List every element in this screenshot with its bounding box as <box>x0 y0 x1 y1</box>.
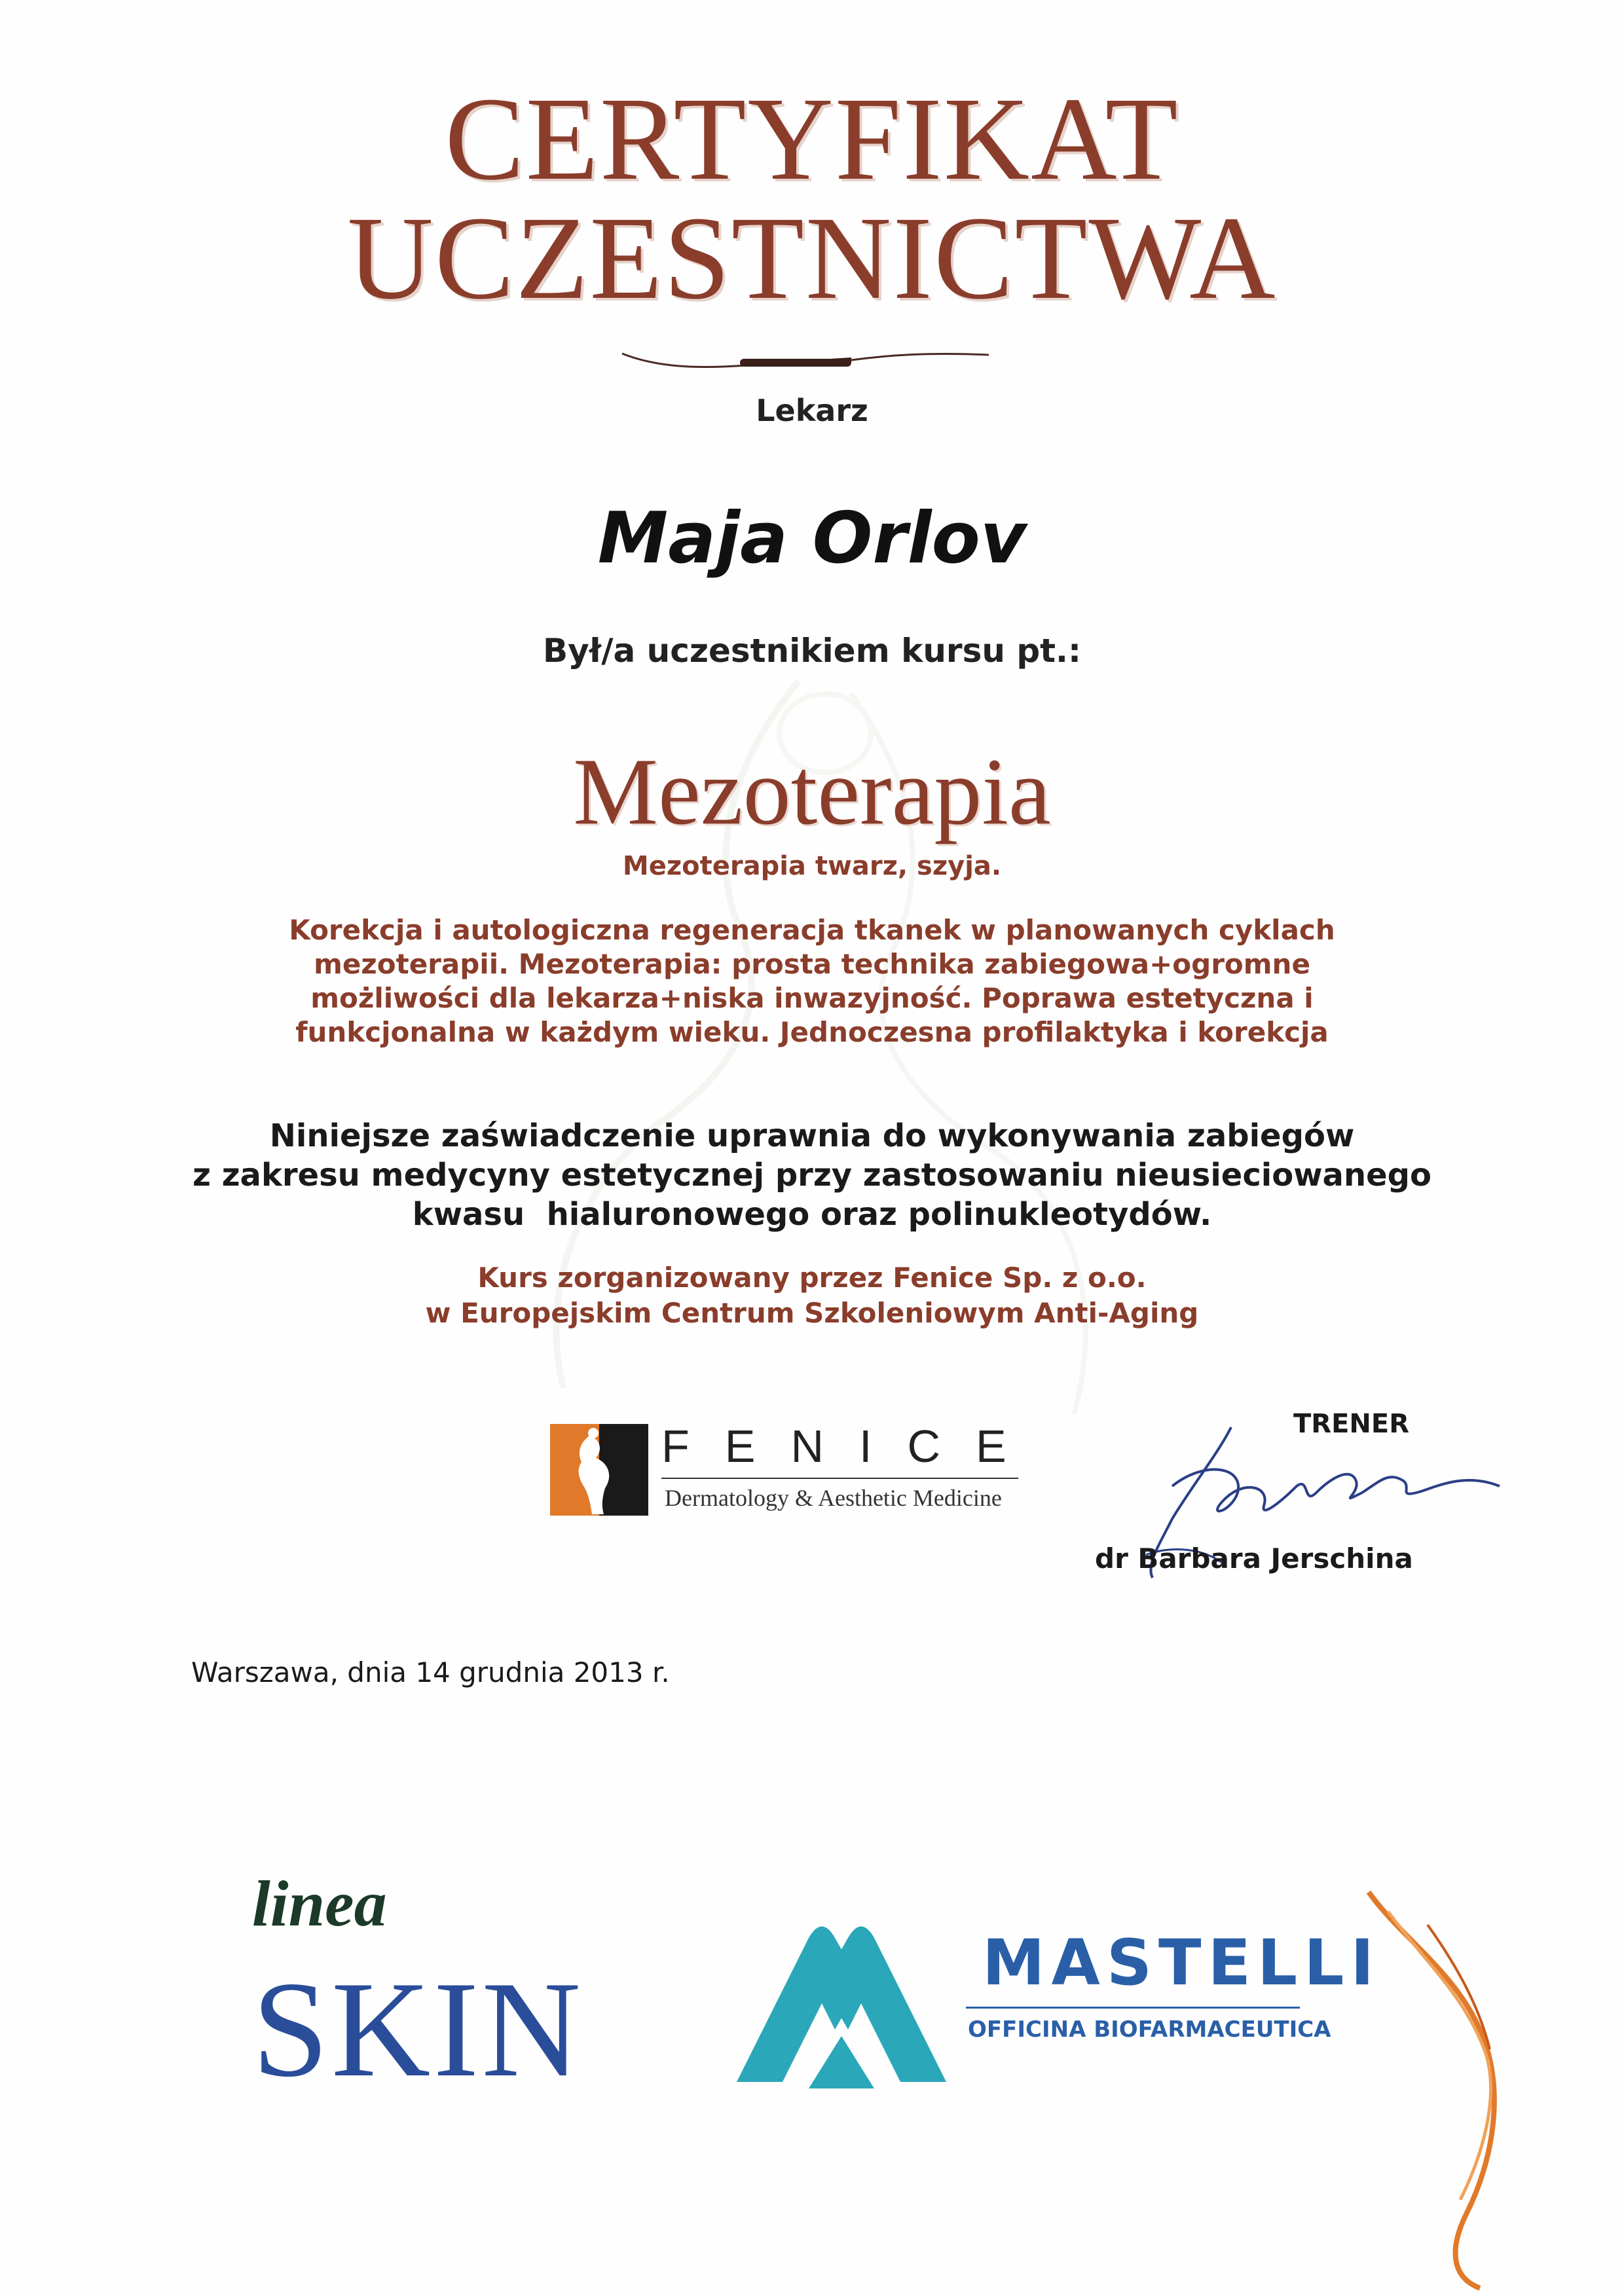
place-and-date: Warszawa, dnia 14 grudnia 2013 r. <box>191 1656 670 1688</box>
fenice-divider <box>661 1478 1018 1479</box>
trainer-label: TRENER <box>1293 1409 1410 1439</box>
mastelli-divider <box>966 2007 1300 2009</box>
fenice-wordmark: FENICE <box>661 1421 1042 1472</box>
mastelli-tagline: OFFICINA BIOFARMACEUTICA <box>968 2016 1331 2043</box>
skin-logo: SKIN <box>252 1954 584 2105</box>
mastelli-wordmark: MASTELLI <box>982 1926 1381 1999</box>
flourish-divider <box>616 340 995 380</box>
description-line: funkcjonalna w każdym wieku. Jednoczesna profilaktyka i korekcja <box>295 1016 1329 1048</box>
organizer-line: Kurs zorganizowany przez Fenice Sp. z o.o. <box>477 1262 1147 1294</box>
fenice-figure-icon <box>550 1424 648 1516</box>
statement-line: z zakresu medycyny estetycznej przy zastosowaniu nieusieciowanego <box>192 1157 1432 1194</box>
course-intro: Był/a uczestnikiem kursu pt.: <box>542 632 1082 670</box>
statement-line: Niniejsze zaświadczenie uprawnia do wykonywania zabiegów <box>269 1118 1355 1154</box>
description-line: mezoterapii. Mezoterapia: prosta technika zabiegowa+ogromne <box>314 948 1310 980</box>
description-line: możliwości dla lekarza+niska inwazyjność. Poprawa estetyczna i <box>310 982 1314 1014</box>
mastelli-logo-icon <box>730 1912 953 2095</box>
fenice-tagline: Dermatology & Aesthetic Medicine <box>665 1485 1002 1511</box>
linea-logo-script: linea <box>252 1867 387 1940</box>
statement-line: kwasu hialuronowego oraz polinukleotydów. <box>412 1196 1212 1233</box>
course-description <box>0 913 1624 1049</box>
certificate-title-line1: CERTYFIKAT <box>445 73 1179 205</box>
organizer-line: w Europejskim Centrum Szkoleniowym Anti-Aging <box>425 1297 1199 1329</box>
organizer-note <box>0 1260 1624 1331</box>
entitlement-statement <box>0 1116 1624 1234</box>
trainer-name: dr Barbara Jerschina <box>1095 1542 1413 1575</box>
recipient-name: Maja Orlov <box>597 498 1027 579</box>
course-title: Mezoterapia <box>573 738 1051 845</box>
orange-swirl-decoration <box>1349 1886 1519 2291</box>
recipient-role: Lekarz <box>756 393 868 428</box>
fenice-logo <box>550 1421 1042 1516</box>
course-subtitle: Mezoterapia twarz, szyja. <box>622 851 1002 881</box>
description-line: Korekcja i autologiczna regeneracja tkanek w planowanych cyklach <box>289 914 1335 946</box>
certificate-title-line2: UCZESTNICTWA <box>347 192 1277 324</box>
